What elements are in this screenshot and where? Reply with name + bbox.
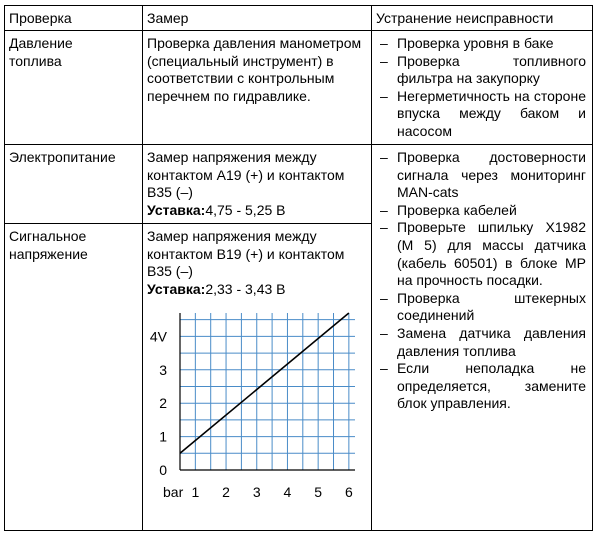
fix-electric-item (376, 219, 586, 289)
fix-fuel-item-text: Проверка топливного фильтра на закупорку (397, 52, 586, 87)
series-line (180, 313, 349, 453)
y-tick-label: 2 (159, 395, 167, 412)
fix-electric-item (376, 290, 586, 325)
table-border-right (592, 5, 593, 531)
fix-fuel-item (376, 53, 586, 88)
row-electric-fixes (376, 149, 586, 413)
fix-fuel-item (376, 88, 586, 141)
row-divider-electric (4, 223, 372, 224)
row-electric-measure-text: Замер напряжения между контактом A19 (+) и контактом B35 (–) (147, 149, 345, 201)
bullet-dash: – (380, 87, 388, 104)
fix-electric-item-text: Проверьте шпильку X1982 (M 5) для массы датчика (кабель 60501) в блоке MP на прочность посадки. (397, 219, 586, 289)
row-fuel-name: Давление топлива (9, 35, 73, 69)
bullet-dash: – (380, 219, 388, 236)
fix-electric-item (376, 149, 586, 202)
bullet-dash: – (380, 52, 388, 69)
fix-electric-item (376, 325, 586, 360)
bullet-dash: – (380, 201, 388, 218)
row-signal-measure-text: Замер напряжения между контактом B19 (+) и контактом B35 (–) (147, 228, 345, 280)
column-divider-2 (371, 5, 372, 531)
table-border-top (4, 5, 593, 6)
row-signal-setpoint-label: Уставка: (147, 280, 206, 297)
header-check: Проверка (9, 10, 72, 26)
fix-fuel-item-text: Проверка уровня в баке (397, 35, 554, 51)
bullet-dash: – (380, 289, 388, 306)
y-tick-label: 1 (159, 428, 167, 445)
row-signal-setpoint-value: 2,33 - 3,43 В (205, 280, 286, 297)
fix-electric-item-text: Проверка достоверности сигнала через мониторинг MAN-cats (397, 149, 586, 201)
fix-electric-item-text: Замена датчика давления давления топлива (397, 324, 586, 359)
table-border-bottom (4, 530, 593, 531)
voltage-pressure-chart (143, 300, 371, 525)
fix-electric-item-text: Если неполадка не определяется, замените блок управления. (397, 360, 586, 412)
y-tick-label: 4V (149, 328, 167, 345)
header-measure: Замер (147, 10, 189, 26)
bullet-dash: – (380, 324, 388, 341)
row-electric-setpoint-value: 4,75 - 5,25 В (205, 201, 286, 218)
row-fuel-fixes (376, 35, 586, 141)
fix-electric-item-text: Проверка кабелей (397, 201, 517, 218)
row-electric-name: Электропитание (9, 149, 116, 165)
row-electric-setpoint-label: Уставка: (147, 201, 206, 218)
y-tick-label: 0 (159, 462, 167, 478)
x-tick-label: 3 (252, 484, 261, 500)
fix-fuel-item (376, 35, 586, 53)
fix-electric-item (376, 360, 586, 413)
table-border-left (4, 5, 5, 531)
header-fix: Устранение неисправности (376, 10, 554, 26)
y-tick-label: 3 (159, 361, 167, 378)
x-axis-label: bar (163, 484, 184, 500)
bullet-dash: – (380, 149, 388, 165)
row-fuel-measure: Проверка давления манометром (специальный инструмент) в соответствии с контрольным перечнем по гидравлике. (147, 35, 362, 104)
header-divider (4, 30, 593, 31)
x-tick-label: 5 (314, 484, 323, 500)
row-electric-measure (147, 149, 369, 219)
bullet-dash: – (380, 35, 388, 51)
row-signal-measure (147, 228, 369, 298)
fix-electric-item-text: Проверка штекерных соединений (397, 289, 586, 324)
bullet-dash: – (380, 360, 388, 377)
fix-electric-item (376, 202, 586, 220)
x-tick-label: 6 (344, 484, 353, 500)
x-tick-label: 2 (222, 484, 230, 500)
x-tick-label: 4 (283, 484, 292, 500)
row-divider-fuel (4, 144, 593, 145)
x-tick-label: 1 (191, 484, 200, 500)
fix-fuel-item-text: Негерметичность на стороне впуска между баком и насосом (397, 87, 586, 139)
row-signal-name: Сигнальное напряжение (9, 228, 88, 262)
